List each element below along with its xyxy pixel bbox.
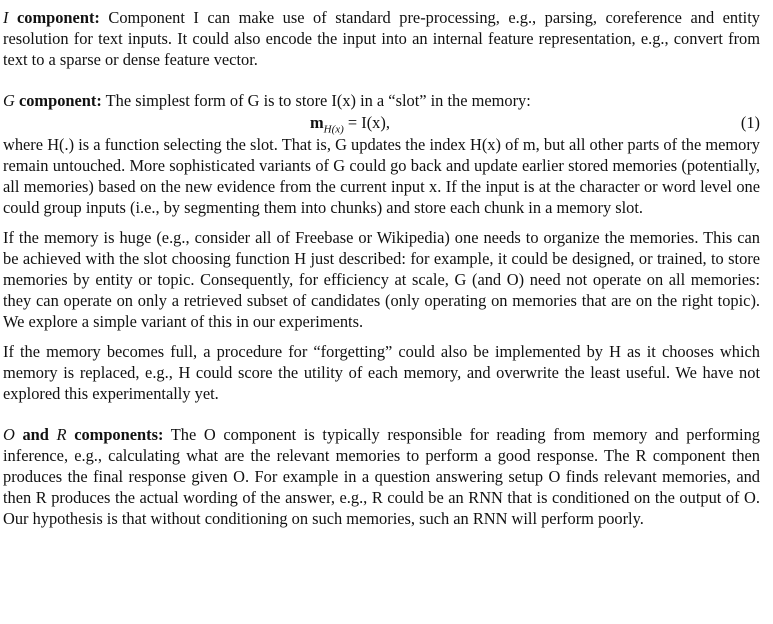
- or-components-heading: [3, 425, 163, 444]
- i-component-heading: [3, 8, 100, 27]
- paper-page: [3, 7, 760, 529]
- i-heading-label: component:: [17, 8, 100, 27]
- i-symbol: I: [3, 8, 9, 27]
- equation-body: [310, 112, 390, 134]
- equation-lhs: m: [310, 113, 324, 132]
- equation-rhs: = I(x),: [343, 113, 390, 132]
- g-component-intro: [3, 90, 760, 111]
- i-component-paragraph: [3, 7, 760, 70]
- g-symbol: G: [3, 91, 15, 110]
- equation-subscript: H(x): [323, 123, 344, 136]
- o-symbol: O: [3, 425, 15, 444]
- i-component-text: Component I can make use of standard pre-processing, e.g., parsing, coreference and entity resolution for text inputs. It could also encode the input into an internal feature representation, e.g., convert from text to a sparse or dense feature vector.: [3, 8, 760, 69]
- g-heading-label: component:: [18, 91, 102, 110]
- or-heading-label: components:: [66, 425, 164, 444]
- huge-memory-paragraph: If the memory is huge (e.g., consider all of Freebase or Wikipedia) one needs to organize the memories. This can be achieved with the slot choosing function H just described: for example, it could be designed, or trained, to store memories by entity or topic. Consequently, for efficiency at scale, G (and O) need not operate on all memories: they can operate on only a retrieved subset of candidates (only operating on memories that are on the right topic). We explore a simple variant of this in our experiments.: [3, 228, 760, 331]
- g-component-heading: [3, 91, 102, 110]
- and-label: and: [14, 425, 57, 444]
- or-components-text: The O component is typically responsible for reading from memory and performing inference, e.g., calculating what are the relevant memories to perform a good response. The R component then produces the final response given O. For example in a question answering setup O finds relevant memories, and then R produces the actual wording of the answer, e.g., R could be an RNN that is conditioned on the output of O. Our hypothesis is that without conditioning on such memories, such an RNN will perform poorly.: [3, 425, 760, 528]
- g-component-body: where H(.) is a function selecting the slot. That is, G updates the index H(x) of m, but all other parts of the memory remain untouched. More sophisticated variants of G could go back and update earlier stored memories (potentially, all memories) based on the new evidence from the current input x. If the input is at the character or word level one could group inputs (i.e., by segmenting them into chunks) and store each chunk in a memory slot.: [3, 135, 760, 217]
- equation-1: [3, 112, 760, 134]
- full-memory-paragraph: If the memory becomes full, a procedure for “forgetting” could also be implemented by H as it chooses which memory is replaced, e.g., H could score the utility of each memory, and overwrite the least useful. We have not explored this experimentally yet.: [3, 342, 760, 403]
- equation-number: (1): [740, 113, 760, 132]
- or-components-paragraph: [3, 424, 760, 529]
- g-component-intro-text: The simplest form of G is to store I(x) in a “slot” in the memory:: [101, 91, 531, 110]
- r-symbol: R: [56, 425, 67, 444]
